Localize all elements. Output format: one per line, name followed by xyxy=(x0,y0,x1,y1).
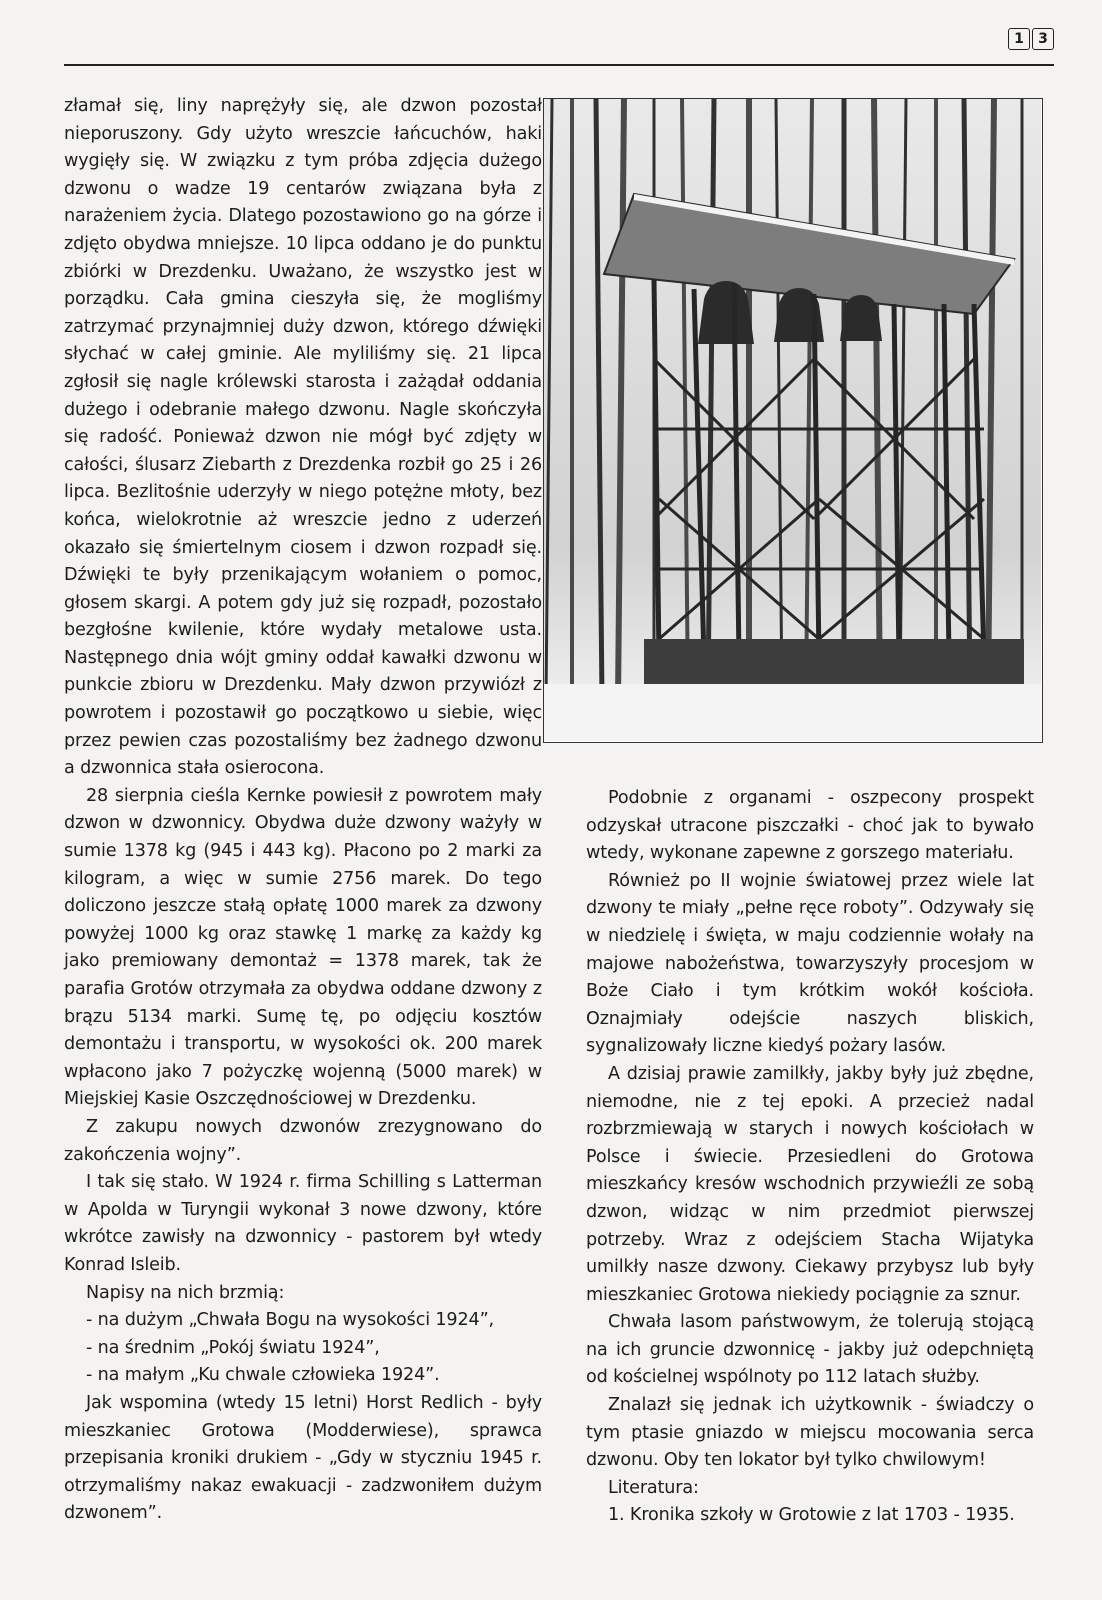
belfry-photo-illustration xyxy=(544,99,1041,741)
right-text-column xyxy=(586,785,1034,1530)
paragraph: 1. Kronika szkoły w Grotowie z lat 1703 - 1935. xyxy=(608,1505,1015,1526)
left-text-column xyxy=(64,93,542,1528)
paragraph: złamał się, liny naprężyły się, ale dzwon pozostał nieporuszony. Gdy użyto wreszcie łańcuchów, haki wygięły się. W związku z tym próba zdjęcia dużego dzwonu o wadze 19 centarów związana była z narażeniem życia. Dlatego pozostawiono go na górze i zdjęto obydwa mniejsze. 10 lipca oddano je do punktu zbiórki w Drezdenku. Uważano, że wszystko jest w porządku. Cała gmina cieszyła się, że mogliśmy zatrzymać przynajmniej duży dzwon, którego dźwięki słychać w całej gminie. Ale myliliśmy się. 21 lipca zgłosił się nagle królewski starosta i zażądał oddania dużego i odebranie małego dzwonu. Nagle skończyła się radość. Ponieważ dzwon nie mógł być zdjęty w całości, ślusarz Ziebarth z Drezdenka rozbił go 25 i 26 lipca. Bezlitośnie uderzyły w niego potężne młoty, bez końca, wielokrotnie aż wreszcie jedno z uderzeń okazało się śmiertelnym ciosem i dzwon rozpadł się. Dźwięki te były przenikającym wołaniem o pomoc, głosem skargi. A potem gdy już się rozpadł, pozostało bezgłośne kwilenie, które wydały metalowe usta. Następnego dnia wójt gminy oddał kawałki dzwonu w punkcie zbioru w Drezdenku. Mały dzwon przywiózł z powrotem i pozostawił go początkowo u siebie, więc przez pewien czas pozostaliśmy bez żadnego dzwonu a dzwonnica stała osierocona. xyxy=(64,96,542,779)
paragraph: Napisy na nich brzmią: xyxy=(86,1282,285,1303)
paragraph: - na średnim „Pokój światu 1924”, xyxy=(86,1337,380,1358)
paragraph: A dzisiaj prawie zamilkły, jakby były już zbędne, niemodne, nie z tej epoki. A przecież nadal rozbrzmiewają w starych i nowych kościołach w Polsce i świecie. Przesiedleni do Grotowa mieszkańcy kresów wschodnich przywieźli ze sobą dzwon, widząc w nim przedmiot pierwszej potrzeby. Wraz z odejściem Stacha Wijatyka umilkły nasze dzwony. Ciekawy przybysz lub były mieszkaniec Grotowa niekiedy pociągnie za sznur. xyxy=(586,1063,1034,1305)
paragraph: - na dużym „Chwała Bogu na wysokości 1924”, xyxy=(86,1310,494,1331)
paragraph: - na małym „Ku chwale człowieka 1924”. xyxy=(86,1365,440,1386)
paragraph: Również po II wojnie światowej przez wiele lat dzwony te miały „pełne ręce roboty”. Odzywały się w niedzielę i święta, w maju codziennie wołały na majowe nabożeństwa, towarzyszyły procesjom w Boże Ciało i tym krótkim wokół kościoła. Oznajmiały odejście naszych bliskich, sygnalizowały liczne kiedyś pożary lasów. xyxy=(586,870,1034,1057)
paragraph: Z zakupu nowych dzwonów zrezygnowano do zakończenia wojny”. xyxy=(64,1116,542,1165)
belfry-photo xyxy=(543,98,1043,743)
page-number-digit: 3 xyxy=(1032,28,1054,50)
page-number xyxy=(1008,28,1054,50)
paragraph: Chwała lasom państwowym, że tolerują stojącą na ich gruncie dzwonnicę - jakby już odepchniętą od kościelnej wspólnoty po 112 latach służby. xyxy=(586,1312,1034,1388)
paragraph: Podobnie z organami - oszpecony prospekt odzyskał utracone piszczałki - choć jak to bywało wtedy, wykonane zapewne z gorszego materiału. xyxy=(586,788,1034,864)
paragraph: Znalazł się jednak ich użytkownik - świadczy o tym ptasie gniazdo w miejscu mocowania serca dzwonu. Oby ten lokator był tylko chwilowym! xyxy=(586,1395,1034,1471)
header-rule xyxy=(64,64,1054,66)
paragraph: Jak wspomina (wtedy 15 letni) Horst Redlich - były mieszkaniec Grotowa (Modderwiese), sprawca przepisania kroniki drukiem - „Gdy w styczniu 1945 r. otrzymaliśmy nakaz ewakuacji - zadzwoniłem dużym dzwonem”. xyxy=(64,1392,542,1524)
page-number-digit: 1 xyxy=(1008,28,1030,50)
paragraph: 28 sierpnia cieśla Kernke powiesił z powrotem mały dzwon w dzwonnicy. Obydwa duże dzwony ważyły w sumie 1378 kg (945 i 443 kg). Płacono po 2 marki za kilogram, a więc w sumie 2756 marek. Do tego doliczono jeszcze stałą opłatę 1000 marek za dzwony powyżej 1000 kg oraz stawkę 1 markę za każdy kg jako premiowany demontaż = 1378 marek, tak że parafia Grotów otrzymała za obydwa oddane dzwony z brązu 5134 marki. Sumę tę, po odjęciu kosztów demontażu i transportu, w wysokości ok. 200 marek wpłacono jako 7 pożyczkę wojenną (5000 marek) w Miejskiej Kasie Oszczędnościowej w Drezdenku. xyxy=(64,785,542,1110)
paragraph: I tak się stało. W 1924 r. firma Schilling s Latterman w Apolda w Turyngii wykonał 3 nowe dzwony, które wkrótce zawisły na dzwonnicy - pastorem był wtedy Konrad Isleib. xyxy=(64,1172,542,1275)
paragraph: Literatura: xyxy=(608,1477,699,1498)
